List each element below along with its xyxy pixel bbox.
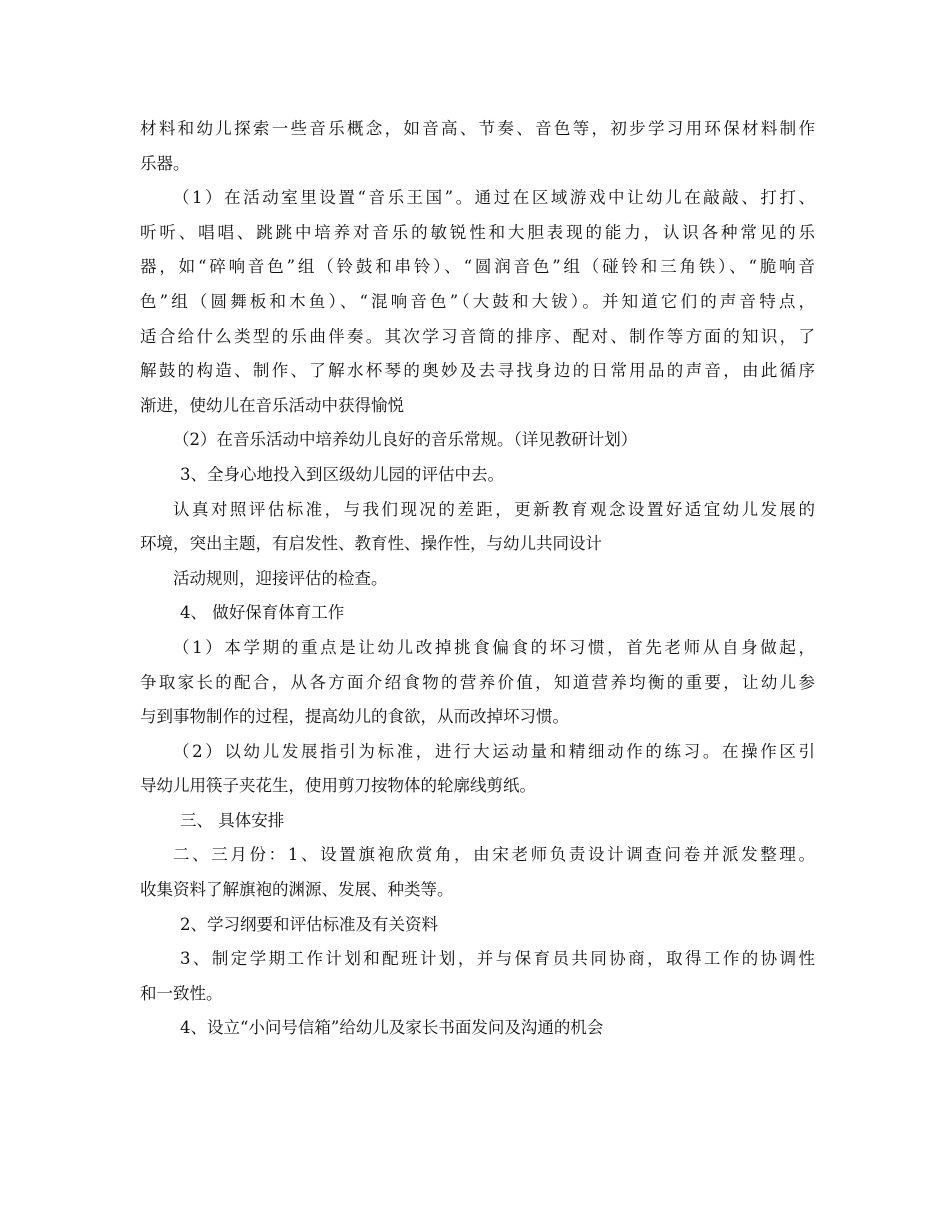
paragraph-line: 与到事物制作的过程，提高幼儿的食欲，从而改掉坏习惯。 (140, 707, 569, 727)
paragraph-line: 收集资料了解旗袍的渊源、发展、种类等。 (140, 880, 454, 900)
paragraph-line: 4、设立“小问号信箱”给幼儿及家长书面发问及沟通的机会 (180, 1018, 604, 1038)
paragraph-line: （1）本学期的重点是让幼儿改掉挑食偏食的坏习惯，首先老师从自身做起， (173, 637, 815, 657)
paragraph-line: （2）以幼儿发展指引为标准，进行大运动量和精细动作的练习。在操作区引 (173, 741, 815, 761)
paragraph-line: 环境，突出主题，有启发性、教育性、操作性，与幼儿共同设计 (140, 534, 602, 554)
paragraph-line: 听听、唱唱、跳跳中培养对音乐的敏锐性和大胆表现的能力，认识各种常见的乐 (140, 222, 815, 242)
paragraph-line: 争取家长的配合，从各方面介绍食物的营养价值，知道营养均衡的重要，让幼儿参 (140, 672, 815, 692)
paragraph-line: （1）在活动室里设置“音乐王国”。通过在区域游戏中让幼儿在敲敲、打打、 (173, 188, 815, 208)
paragraph-line: 活动规则，迎接评估的检查。 (173, 568, 388, 588)
paragraph-line: 解鼓的构造、制作、了解水杯琴的奥妙及去寻找身边的日常用品的声音，由此循序 (140, 361, 815, 381)
section-heading: 三、 具体安排 (180, 810, 285, 830)
paragraph-line: 乐器。 (140, 153, 190, 173)
paragraph-line: （2）在音乐活动中培养幼儿良好的音乐常规。（详见教研计划） (173, 430, 638, 450)
paragraph-line: 渐进，使幼儿在音乐活动中获得愉悦 (140, 395, 404, 415)
document-body (140, 112, 815, 1046)
paragraph-line: 导幼儿用筷子夹花生，使用剪刀按物体的轮廓线剪纸。 (140, 776, 536, 796)
paragraph-line: 二、三月份：1、设置旗袍欣赏角，由宋老师负责设计调查问卷并派发整理。 (173, 845, 815, 865)
paragraph-line: 和一致性。 (140, 983, 223, 1003)
paragraph-line: 3、制定学期工作计划和配班计划，并与保育员共同协商，取得工作的协调性 (180, 949, 815, 969)
paragraph-line: 材料和幼儿探索一些音乐概念，如音高、节奏、音色等，初步学习用环保材料制作 (140, 119, 815, 138)
paragraph-line: 适合给什么类型的乐曲伴奏。其次学习音筒的排序、配对、制作等方面的知识，了 (140, 326, 815, 346)
paragraph-line: 色”组（圆舞板和木鱼）、“混响音色”（大鼓和大钹）。并知道它们的声音特点， (140, 291, 815, 311)
paragraph-line: 2、学习纲要和评估标准及有关资料 (180, 914, 438, 934)
paragraph-line: 认真对照评估标准，与我们现况的差距，更新教育观念设置好适宜幼儿发展的 (173, 499, 815, 519)
section-heading: 4、 做好保育体育工作 (180, 603, 345, 623)
section-heading: 3、全身心地投入到区级幼儿园的评估中去。 (180, 464, 504, 484)
paragraph-line: 器，如“碎响音色”组（铃鼓和串铃）、“圆润音色”组（碰铃和三角铁）、“脆响音 (140, 257, 815, 277)
